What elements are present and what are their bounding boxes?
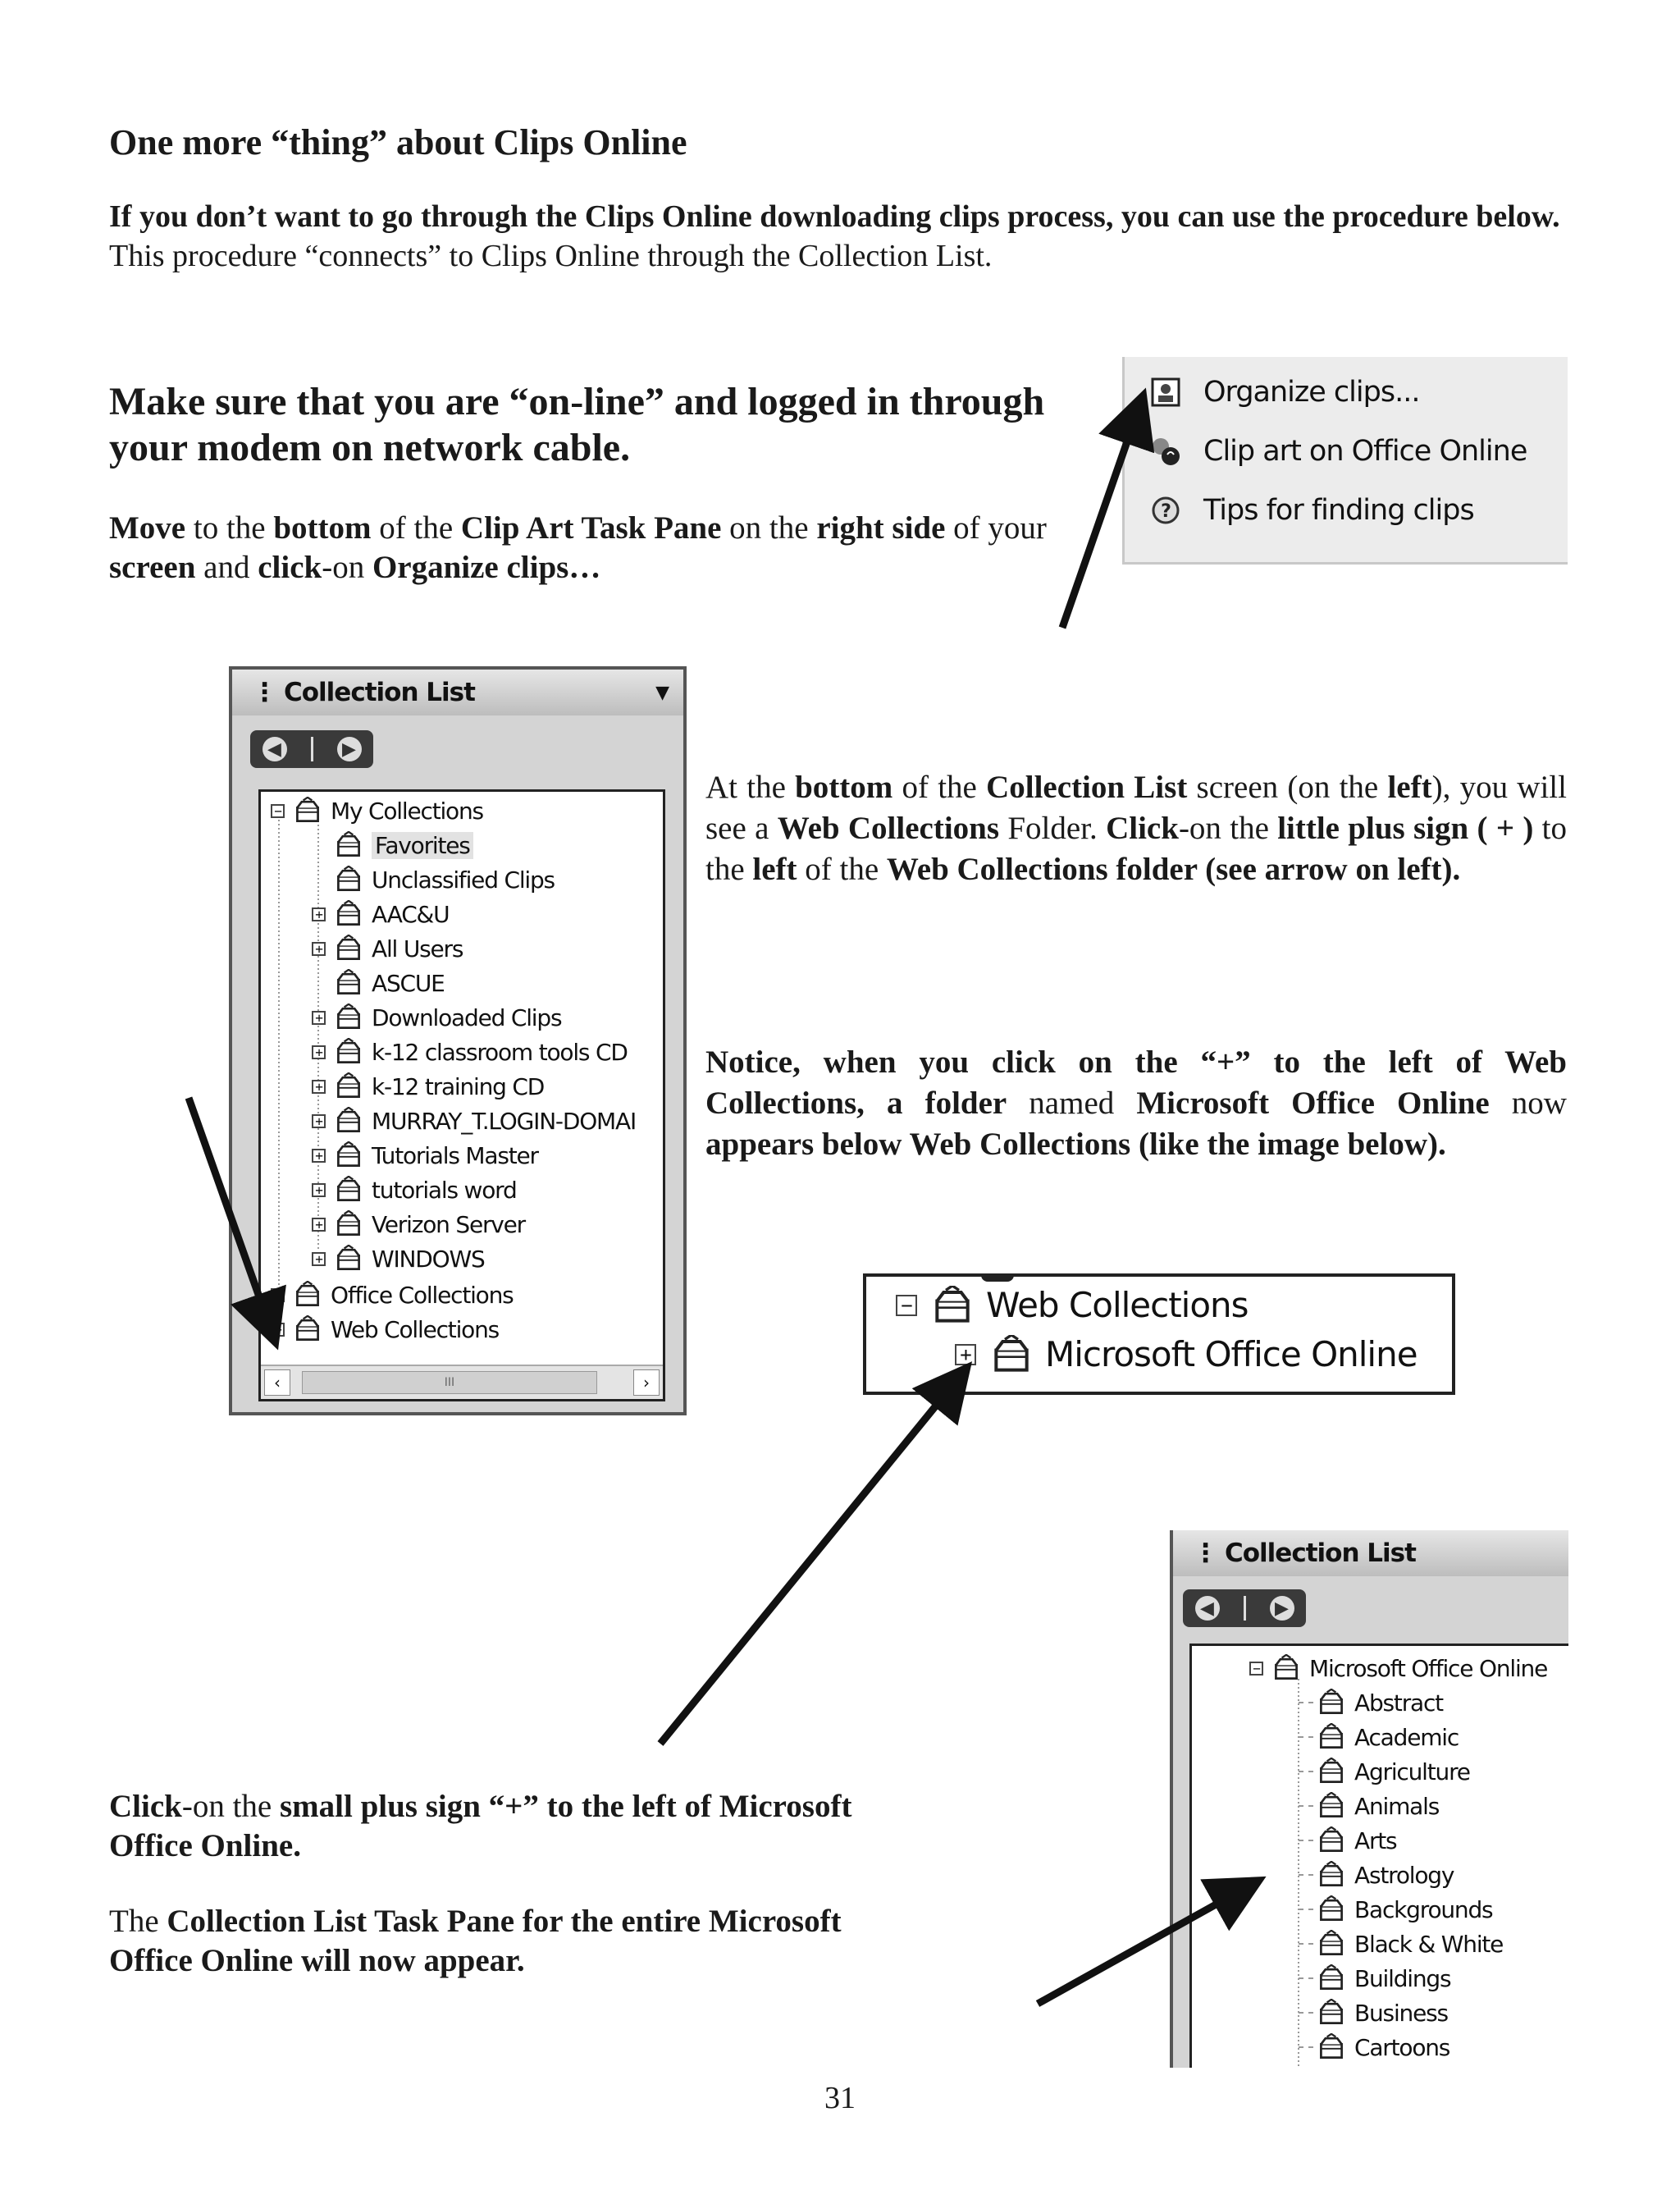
tree-node-category[interactable]: Backgrounds — [1299, 1892, 1492, 1927]
tree-node-collection[interactable]: + k-12 training CD — [312, 1069, 544, 1104]
expand-icon[interactable]: + — [312, 1252, 326, 1266]
expand-icon[interactable]: + — [312, 1114, 326, 1128]
tree-node-category[interactable]: Buildings — [1299, 1961, 1450, 1996]
collapse-icon[interactable]: − — [271, 804, 285, 818]
page-number: 31 — [824, 2081, 856, 2115]
intro-paragraph: If you don’t want to go through the Clips Online downloading clips process, you can use the procedure below. This procedure “connects” to Clips Online through the Collection List. — [109, 199, 1560, 273]
tree-node-category[interactable]: Academic — [1299, 1720, 1459, 1754]
arrow-to-collection-list — [1038, 1887, 1247, 2004]
tree-node-collection[interactable]: ASCUE — [312, 966, 445, 1000]
page-heading: One more “thing” about Clips Online — [109, 122, 687, 162]
click-plus-paragraph: Click-on the small plus sign “+” to the left of Microsoft Office Online. — [109, 1789, 852, 1863]
collection-list-title: ⋮ Collection List ▼ — [232, 670, 683, 715]
expand-icon[interactable]: + — [312, 942, 326, 956]
tree-node-category[interactable]: Astrology — [1299, 1858, 1454, 1892]
expand-icon[interactable]: + — [312, 1149, 326, 1163]
expand-icon[interactable]: + — [312, 1183, 326, 1197]
scroll-left-icon[interactable]: ‹ — [264, 1369, 290, 1396]
back-icon[interactable]: ◀ — [262, 737, 287, 761]
dropdown-arrow-icon[interactable]: ▼ — [655, 682, 669, 703]
tree-node-category[interactable]: Black & White — [1299, 1927, 1503, 1961]
expand-icon[interactable]: + — [271, 1323, 285, 1337]
scroll-right-icon[interactable]: › — [633, 1369, 660, 1396]
tree-node-office-collections[interactable]: + Office Collections — [271, 1278, 514, 1312]
tree-node-collection[interactable]: + Verizon Server — [312, 1207, 525, 1241]
tree-node-collection[interactable]: + Tutorials Master — [312, 1138, 538, 1173]
tree-node-category[interactable]: Business — [1299, 1996, 1448, 2030]
menu-item-organize-clips[interactable]: Organize clips... — [1149, 368, 1419, 416]
tree-node-collection[interactable]: + WINDOWS — [312, 1241, 485, 1276]
tree-node-collection[interactable]: Unclassified Clips — [312, 862, 555, 897]
tree-node-microsoft-office-online[interactable]: − Microsoft Office Online — [1249, 1651, 1547, 1685]
tree-node-my-collections[interactable]: − My Collections — [271, 793, 483, 828]
collapse-icon[interactable]: − — [1249, 1662, 1263, 1676]
tree-node-collection[interactable]: + Downloaded Clips — [312, 1000, 561, 1035]
expand-icon[interactable]: + — [312, 1080, 326, 1094]
expand-icon[interactable]: + — [312, 907, 326, 921]
tree-node-category[interactable]: Cartoons — [1299, 2030, 1449, 2064]
online-subheading: Make sure that you are “on-line” and logged in through your modem on network cable. — [109, 380, 1045, 469]
tree-node-web-collections-zoom[interactable]: − Web Collections — [896, 1285, 1249, 1325]
task-pane-paragraph: The Collection List Task Pane for the entire Microsoft Office Online will now appear. — [109, 1904, 842, 1978]
tree-node-collection[interactable]: + tutorials word — [312, 1173, 517, 1207]
tree-node-collection[interactable]: + All Users — [312, 931, 463, 966]
expand-icon[interactable]: + — [271, 1288, 285, 1302]
tree-node-collection[interactable]: + MURRAY_T.LOGIN-DOMAI — [312, 1104, 636, 1138]
forward-icon[interactable]: ▶ — [1270, 1596, 1294, 1621]
web-collections-paragraph: At the bottom of the Collection List screen (on the left), you will see a Web Collections Folder. Click-on the little plus sign ( + ) to the left of the Web Collections folder (see arrow on left). — [705, 770, 1567, 887]
menu-item-tips[interactable]: ? Tips for finding clips — [1149, 487, 1474, 534]
expand-icon[interactable]: + — [955, 1344, 976, 1365]
expand-icon[interactable]: + — [312, 1011, 326, 1025]
tree-node-collection[interactable]: + AAC&U — [312, 897, 449, 931]
expand-icon[interactable]: + — [312, 1218, 326, 1232]
tree-node-collection[interactable]: Favorites — [312, 828, 473, 862]
collection-list-title-2: ⋮ Collection List — [1173, 1530, 1568, 1576]
menu-item-clip-art-online[interactable]: Clip art on Office Online — [1149, 427, 1527, 475]
expand-icon[interactable]: + — [312, 1045, 326, 1059]
tree-node-collection[interactable]: + k-12 classroom tools CD — [312, 1035, 628, 1069]
tree-node-category[interactable]: Animals — [1299, 1789, 1439, 1823]
tree-node-category[interactable]: Abstract — [1299, 1685, 1443, 1720]
tree-node-microsoft-office-online-zoom[interactable]: + Microsoft Office Online — [955, 1334, 1418, 1374]
arrow-to-plus-sign — [660, 1378, 958, 1744]
arrow-to-web-collections — [189, 1098, 271, 1329]
tree-node-web-collections[interactable]: + Web Collections — [271, 1312, 499, 1346]
collapse-icon[interactable]: − — [896, 1295, 917, 1316]
tree-node-category[interactable]: Agriculture — [1299, 1754, 1470, 1789]
notice-paragraph: Notice, when you click on the “+” to the left of Web Collections, a folder named Microsoft Office Online now appears below Web Collections (like the image below). — [705, 1045, 1567, 1162]
arrow-to-organize-clips — [1062, 409, 1139, 628]
svg-text:?: ? — [1161, 501, 1171, 522]
scroll-thumb[interactable]: III — [302, 1371, 597, 1394]
back-icon[interactable]: ◀ — [1195, 1596, 1220, 1621]
tree-node-category[interactable]: Arts — [1299, 1823, 1396, 1858]
move-instructions: Move to the bottom of the Clip Art Task Pane on the right side of your screen and click-on Organize clips… — [109, 510, 1047, 585]
forward-icon[interactable]: ▶ — [337, 737, 362, 761]
